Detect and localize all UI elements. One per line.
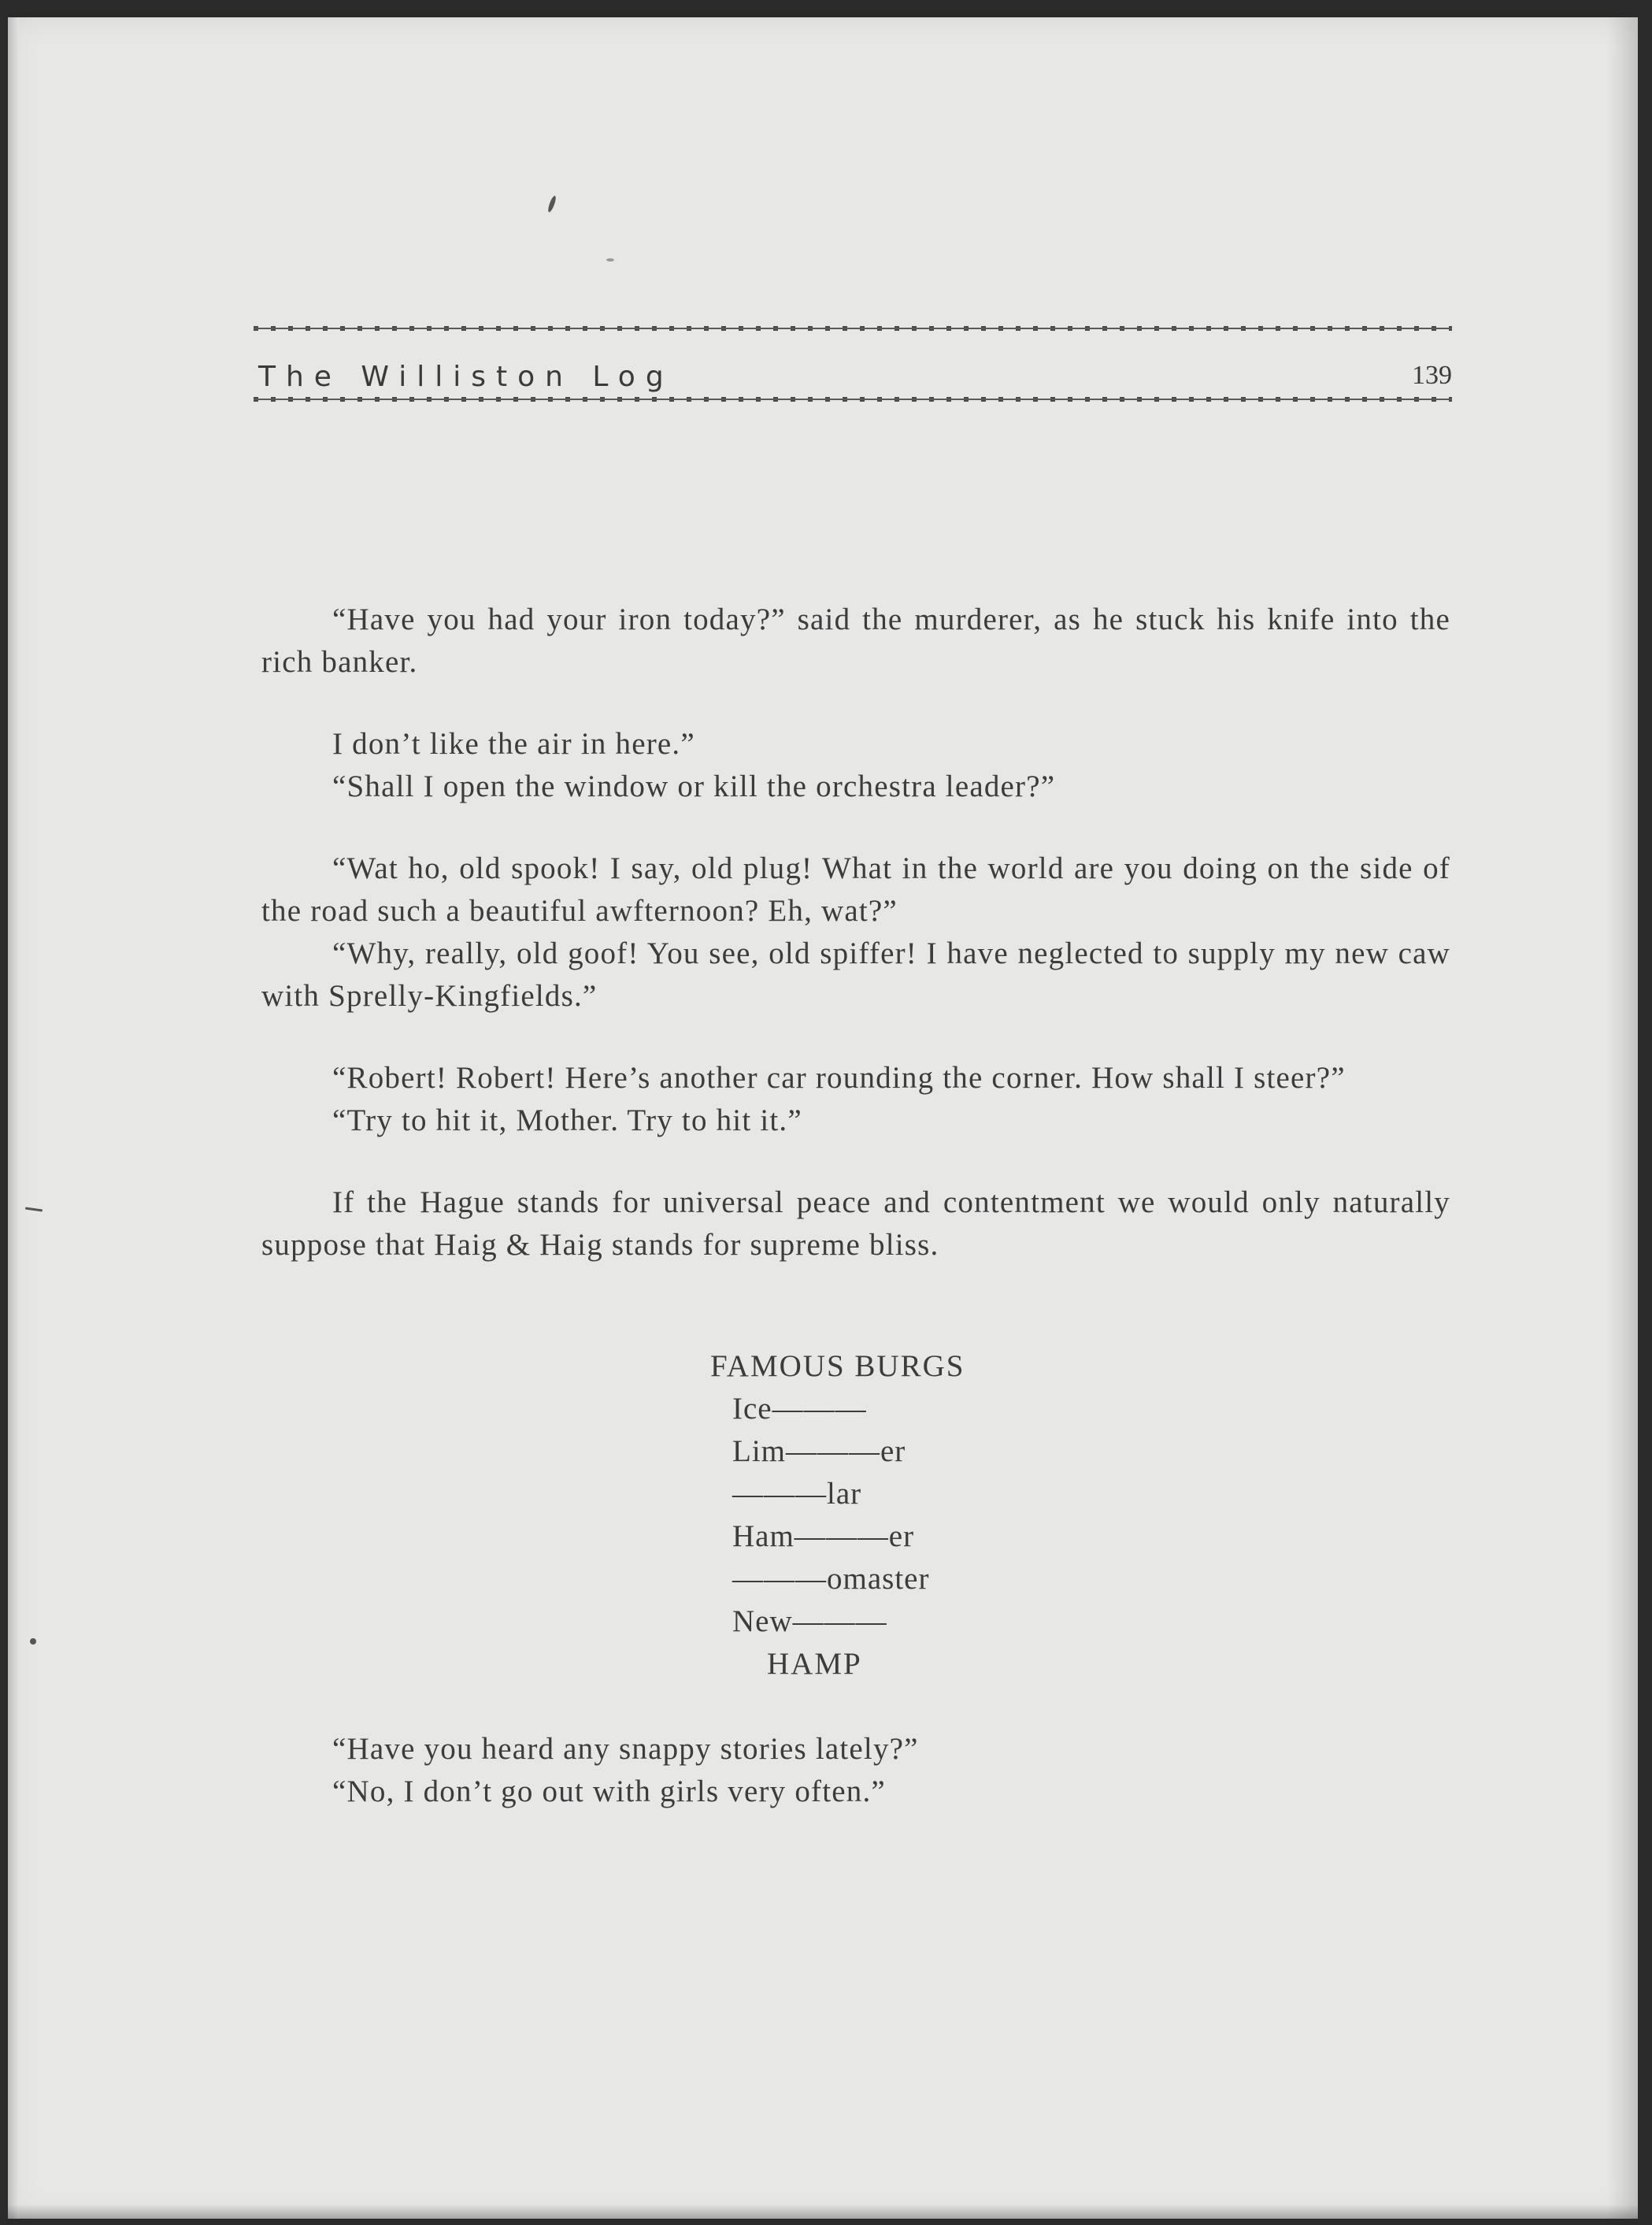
paragraph: I don’t like the air in here.” xyxy=(332,727,695,761)
header-rule-bottom xyxy=(254,397,1452,402)
poem-title: FAMOUS BURGS xyxy=(710,1349,965,1383)
paragraph: “Shall I open the window or kill the orchestra leader?” xyxy=(332,769,1056,803)
poem-line: ———omaster xyxy=(732,1562,930,1596)
header-rule-top xyxy=(254,326,1452,331)
paragraph: “Robert! Robert! Here’s another car rounding the corner. How shall I steer?” xyxy=(332,1061,1346,1095)
poem-line: ———lar xyxy=(732,1477,862,1511)
ink-speck xyxy=(546,195,557,213)
ink-speck xyxy=(25,1207,43,1211)
running-head xyxy=(254,361,1452,400)
running-title: The Williston Log xyxy=(258,361,674,393)
body-text xyxy=(261,599,1450,1266)
page-bottom-edge xyxy=(8,2205,1638,2219)
book-page xyxy=(8,17,1638,2219)
dialogue-line: “No, I don’t go out with girls very often.” xyxy=(332,1774,886,1808)
paragraph: If the Hague stands for universal peace and contentment we would only naturally suppose that Haig & Haig stands for supreme bliss. xyxy=(261,1185,1450,1262)
page-spine-shadow xyxy=(8,17,19,2219)
page-number: 139 xyxy=(1412,361,1452,390)
poem-line: New——— xyxy=(732,1604,887,1638)
ink-speck xyxy=(606,258,614,261)
famous-burgs-poem xyxy=(710,1345,965,1685)
poem-closing: HAMP xyxy=(767,1647,862,1681)
paragraph: “Wat ho, old spook! I say, old plug! What in the world are you doing on the side of the road such a beautiful awfternoon? Eh, wat?” xyxy=(261,851,1450,928)
paragraph: “Try to hit it, Mother. Try to hit it.” xyxy=(332,1103,802,1137)
page-edge-shadow xyxy=(1606,17,1638,2219)
poem-line: Ice——— xyxy=(732,1392,867,1426)
poem-line: Ham———er xyxy=(732,1519,915,1553)
ink-speck xyxy=(30,1638,36,1645)
poem-line: Lim———er xyxy=(732,1434,906,1468)
closing-dialogue xyxy=(332,1728,919,1813)
paragraph: “Have you had your iron today?” said the murderer, as he stuck his knife into the rich banker. xyxy=(261,603,1450,679)
paragraph: “Why, really, old goof! You see, old spiffer! I have neglected to supply my new caw with Sprelly-Kingfields.” xyxy=(261,936,1450,1013)
dialogue-line: “Have you heard any snappy stories lately?” xyxy=(332,1732,919,1766)
